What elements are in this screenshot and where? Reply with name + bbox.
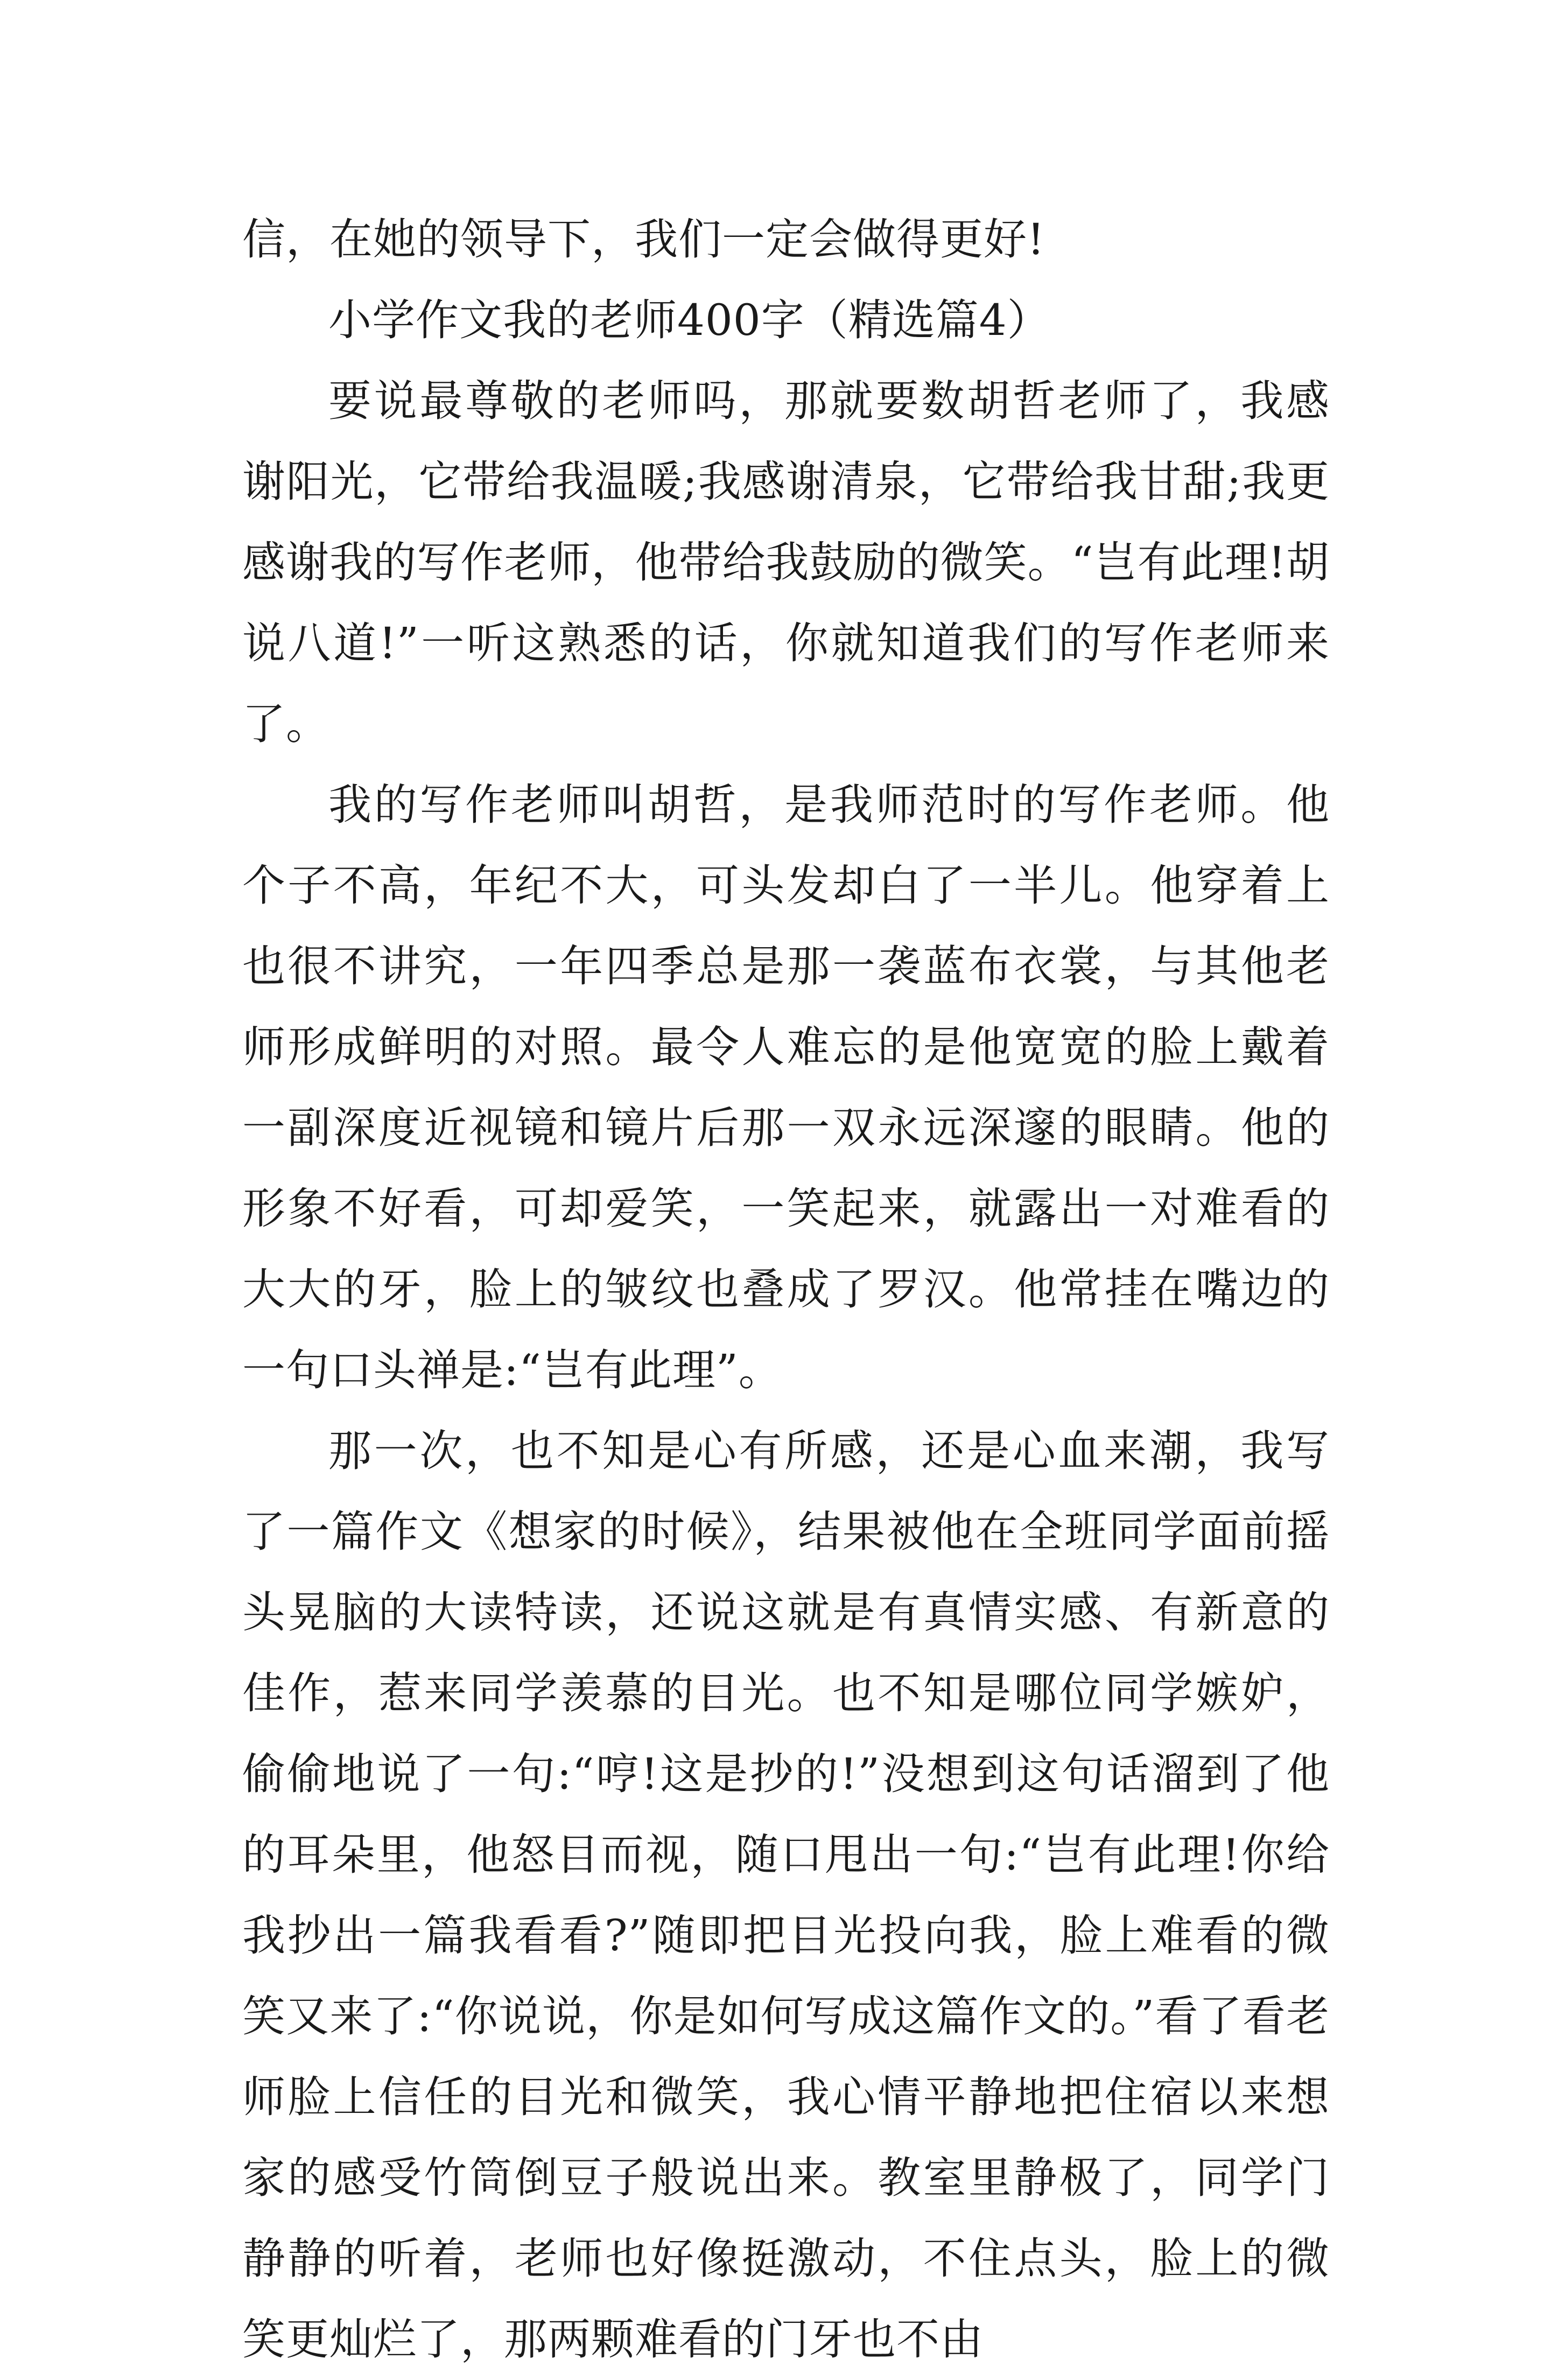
paragraph-continuation: 信，在她的领导下，我们一定会做得更好! [242, 214, 1045, 264]
section-heading: 小学作文我的老师400字（精选篇4） [328, 295, 1051, 345]
paragraph-intro: 要说最尊敬的老师吗，那就要数胡哲老师了，我感谢阳光，它带给我温暖;我感谢清泉，它带给我甘甜;我更感谢我的写作老师，他带给我鼓励的微笑。“岂有此理!胡说八道!”一听这熟悉的话，你就知道我们的写作老师来了。 [242, 376, 1330, 749]
document-body [242, 199, 1330, 2380]
paragraph-teacher-description: 我的写作老师叫胡哲，是我师范时的写作老师。他个子不高，年纪不大，可头发却白了一半儿。他穿着上也很不讲究，一年四季总是那一袭蓝布衣裳，与其他老师形成鲜明的对照。最令人难忘的是他宽宽的脸上戴着一副深度近视镜和镜片后那一双永远深邃的眼睛。他的形象不好看，可却爱笑，一笑起来，就露出一对难看的大大的牙，脸上的皱纹也叠成了罗汉。他常挂在嘴边的一句口头禅是:“岂有此理”。 [242, 780, 1330, 1395]
paragraph-story: 那一次，也不知是心有所感，还是心血来潮，我写了一篇作文《想家的时候》，结果被他在全班同学面前摇头晃脑的大读特读，还说这就是有真情实感、有新意的佳作，惹来同学羡慕的目光。也不知是哪位同学嫉妒，偷偷地说了一句:“哼!这是抄的!”没想到这句话溜到了他的耳朵里，他怒目而视，随口甩出一句:“岂有此理!你给我抄出一篇我看看?”随即把目光投向我，脸上难看的微笑又来了:“你说说，你是如何写成这篇作文的。”看了看老师脸上信任的目光和微笑，我心情平静地把住宿以来想家的感受竹筒倒豆子般说出来。教室里静极了，同学门静静的听着，老师也好像挺激动，不住点头，脸上的微笑更灿烂了，那两颗难看的门牙也不由 [242, 1426, 1330, 2364]
